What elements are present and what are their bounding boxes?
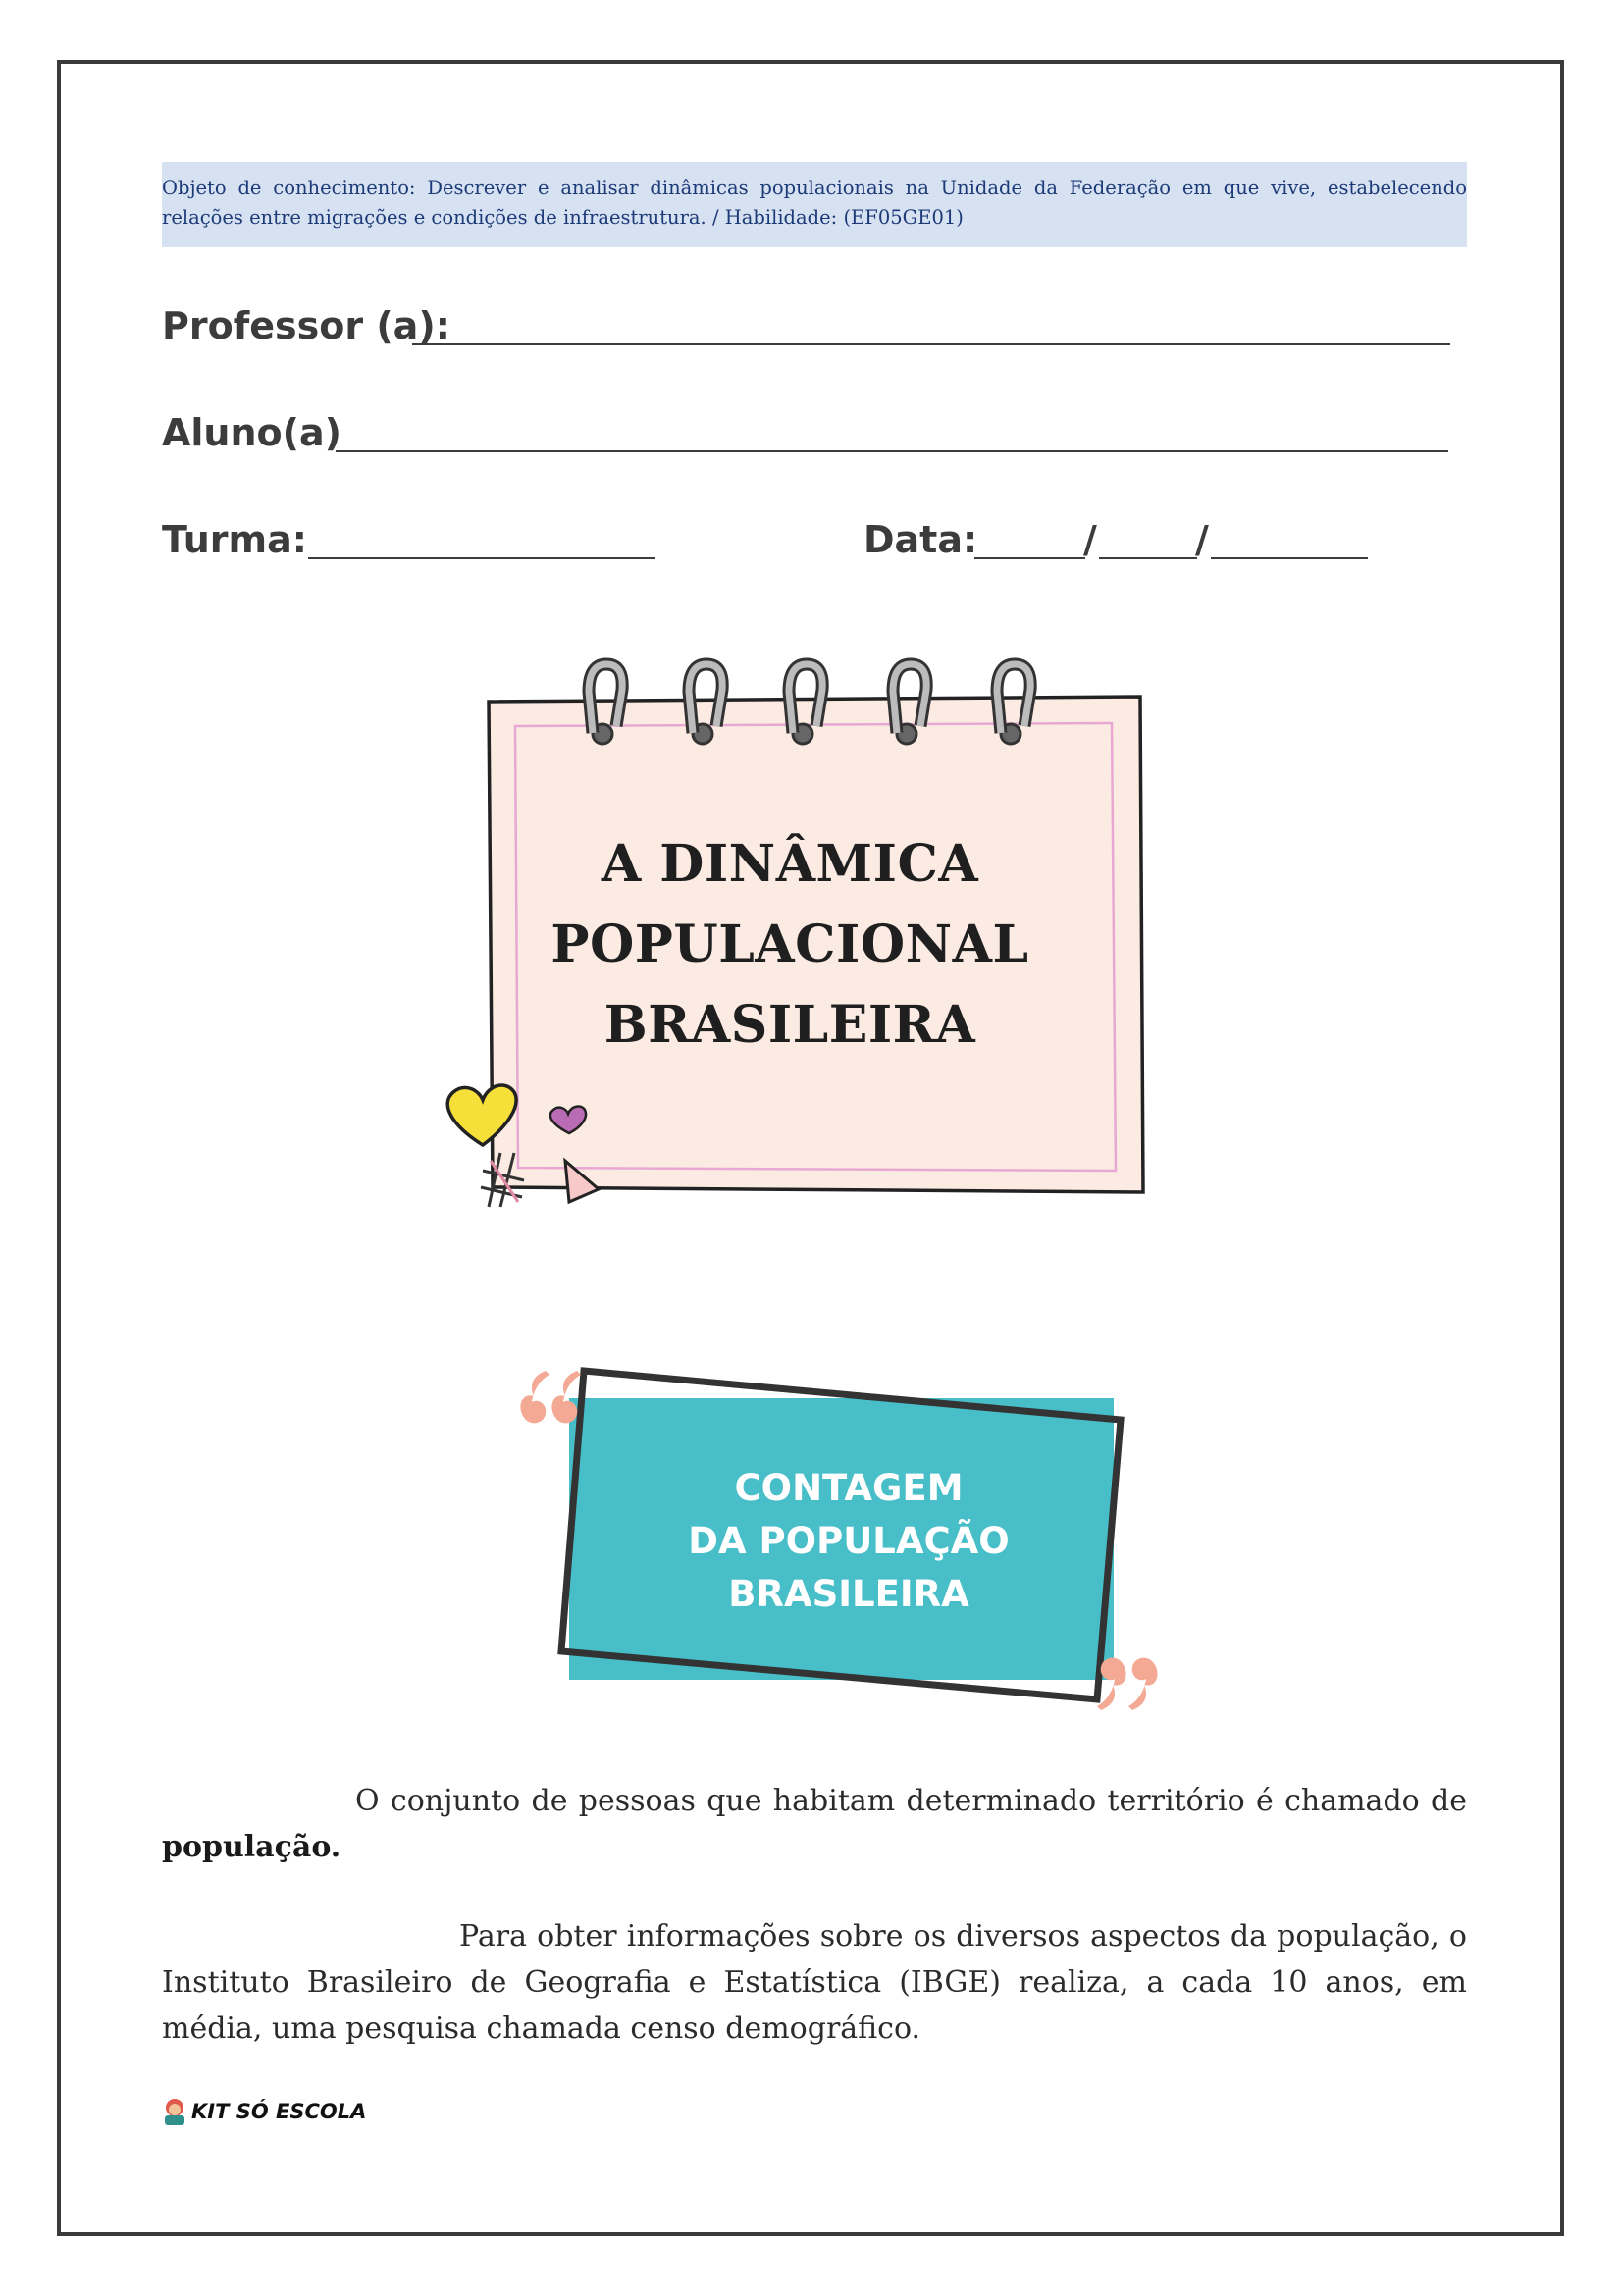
banner-title-line3: BRASILEIRA xyxy=(728,1573,969,1615)
paragraph-2-text: Para obter informações sobre os diversos aspectos da população, o Instituto Brasileiro de Geografia e Estatística (IBGE) realiza, a cada 10 anos, em média, uma pesquisa chamada censo demográfico. xyxy=(162,1919,1467,2046)
paragraph-1 xyxy=(162,1778,1467,1870)
date-year-line[interactable] xyxy=(1211,557,1368,559)
objective-text: Objeto de conhecimento: Descrever e analisar dinâmicas populacionais na Unidade da Federação em que vive, estabelecendo relações entre migrações e condições de infraestrutura. / Habilidade: (EF05GE01) xyxy=(162,177,1467,229)
banner-title-line2: DA POPULAÇÃO xyxy=(688,1520,1010,1562)
paragraph-1-text: O conjunto de pessoas que habitam determinado território é chamado de xyxy=(355,1784,1467,1818)
turma-label: Turma: xyxy=(162,518,307,561)
student-mascot-icon xyxy=(162,2097,187,2126)
notebook-title-line2: POPULACIONAL xyxy=(550,914,1029,974)
open-quote-icon xyxy=(520,1371,581,1423)
notebook-title-line1: A DINÂMICA xyxy=(601,834,979,894)
professor-label: Professor (a): xyxy=(162,304,450,347)
brand-name: KIT SÓ ESCOLA xyxy=(191,2100,367,2123)
close-quote-icon xyxy=(1097,1658,1158,1710)
notebook-illustration xyxy=(432,643,1177,1231)
date-day-line[interactable] xyxy=(974,557,1085,559)
date-separator-1: / xyxy=(1083,518,1097,561)
notebook-title xyxy=(540,824,1040,1066)
paragraph-1-bold: população. xyxy=(162,1830,341,1864)
date-month-line[interactable] xyxy=(1099,557,1197,559)
banner xyxy=(510,1359,1187,1722)
brand-logo xyxy=(162,2095,366,2128)
paragraph-2 xyxy=(162,1913,1467,2052)
aluno-label: Aluno(a) xyxy=(162,411,342,454)
notebook-title-line3: BRASILEIRA xyxy=(603,995,976,1055)
turma-input-line[interactable] xyxy=(308,557,655,559)
objective-box xyxy=(162,162,1467,247)
data-label: Data: xyxy=(863,518,978,561)
date-separator-2: / xyxy=(1195,518,1209,561)
banner-title xyxy=(603,1462,1094,1621)
banner-title-line1: CONTAGEM xyxy=(734,1467,964,1509)
professor-input-line[interactable] xyxy=(412,343,1450,345)
aluno-input-line[interactable] xyxy=(336,450,1448,452)
